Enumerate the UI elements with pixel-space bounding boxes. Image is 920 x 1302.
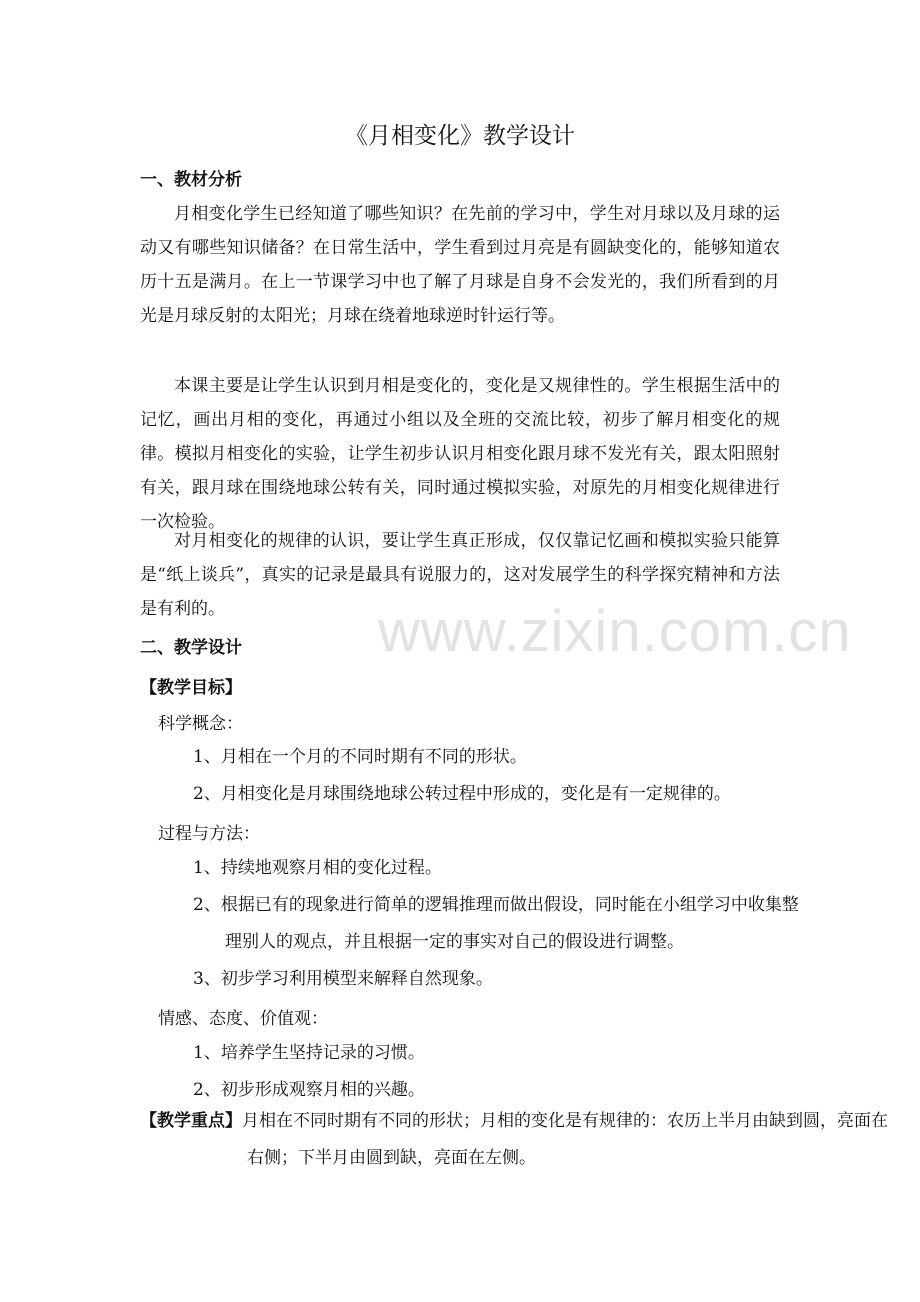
- section1-paragraph-1: 月相变化学生已经知道了哪些知识？在先前的学习中，学生对月球以及月球的运动又有哪些知识储备？在日常生活中，学生看到过月亮是有圆缺变化的，能够知道农历十五是满月。在上一节课学习中也了解了月球是自身不会发光的，我们所看到的月光是月球反射的太阳光；月球在绕着地球逆时针运行等。: [140, 204, 780, 326]
- document-title: 《月相变化》教学设计: [345, 123, 575, 149]
- key-points-text: 月相在不同时期有不同的形状；月相的变化是有规律的：农历上半月由缺到圆，亮面在右侧；下半月由圆到缺，亮面在左侧。: [242, 1111, 888, 1168]
- process-item-1: 1、持续地观察月相的变化过程。: [193, 858, 442, 878]
- key-points-label: 【教学重点】: [140, 1111, 242, 1131]
- emotion-item-1: 1、培养学生坚持记录的习惯。: [193, 1043, 425, 1063]
- goals-heading: 【教学目标】: [140, 678, 242, 698]
- science-item-2: 2、月相变化是月球围绕地球公转过程中形成的，变化是有一定规律的。: [193, 784, 731, 804]
- emotion-item-2: 2、初步形成观察月相的兴趣。: [193, 1080, 425, 1100]
- science-concept-label: 科学概念：: [158, 714, 243, 734]
- science-item-1: 1、月相在一个月的不同时期有不同的形状。: [193, 747, 527, 767]
- section1-paragraph-2: 本课主要是让学生认识到月相是变化的，变化是又规律性的。学生根据生活中的记忆，画出月相的变化，再通过小组以及全班的交流比较，初步了解月相变化的规律。模拟月相变化的实验，让学生初步认识月相变化跟月球不发光有关，跟太阳照射有关，跟月球在围绕地球公转有关，同时通过模拟实验，对原先的月相变化规律进行一次检验。: [140, 376, 780, 532]
- watermark: www.zixin.com.cn: [378, 599, 852, 664]
- section1-heading: 一、教材分析: [140, 170, 242, 190]
- section2-heading: 二、教学设计: [140, 638, 242, 658]
- process-method-label: 过程与方法：: [158, 824, 260, 844]
- teaching-key-points: [140, 1103, 892, 1177]
- emotion-attitude-label: 情感、态度、价值观：: [158, 1009, 328, 1029]
- process-item-2: 2、根据已有的现象进行简单的逻辑推理而做出假设，同时能在小组学习中收集整理别人的观点，并且根据一定的事实对自己的假设进行调整。: [193, 895, 799, 952]
- process-item-3: 3、初步学习利用模型来解释自然现象。: [193, 969, 493, 989]
- section1-paragraph-3: 对月相变化的规律的认识，要让学生真正形成，仅仅靠记忆画和模拟实验只能算是“纸上谈兵”，真实的记录是最具有说服力的，这对发展学生的科学探究精神和方法是有利的。: [140, 531, 780, 619]
